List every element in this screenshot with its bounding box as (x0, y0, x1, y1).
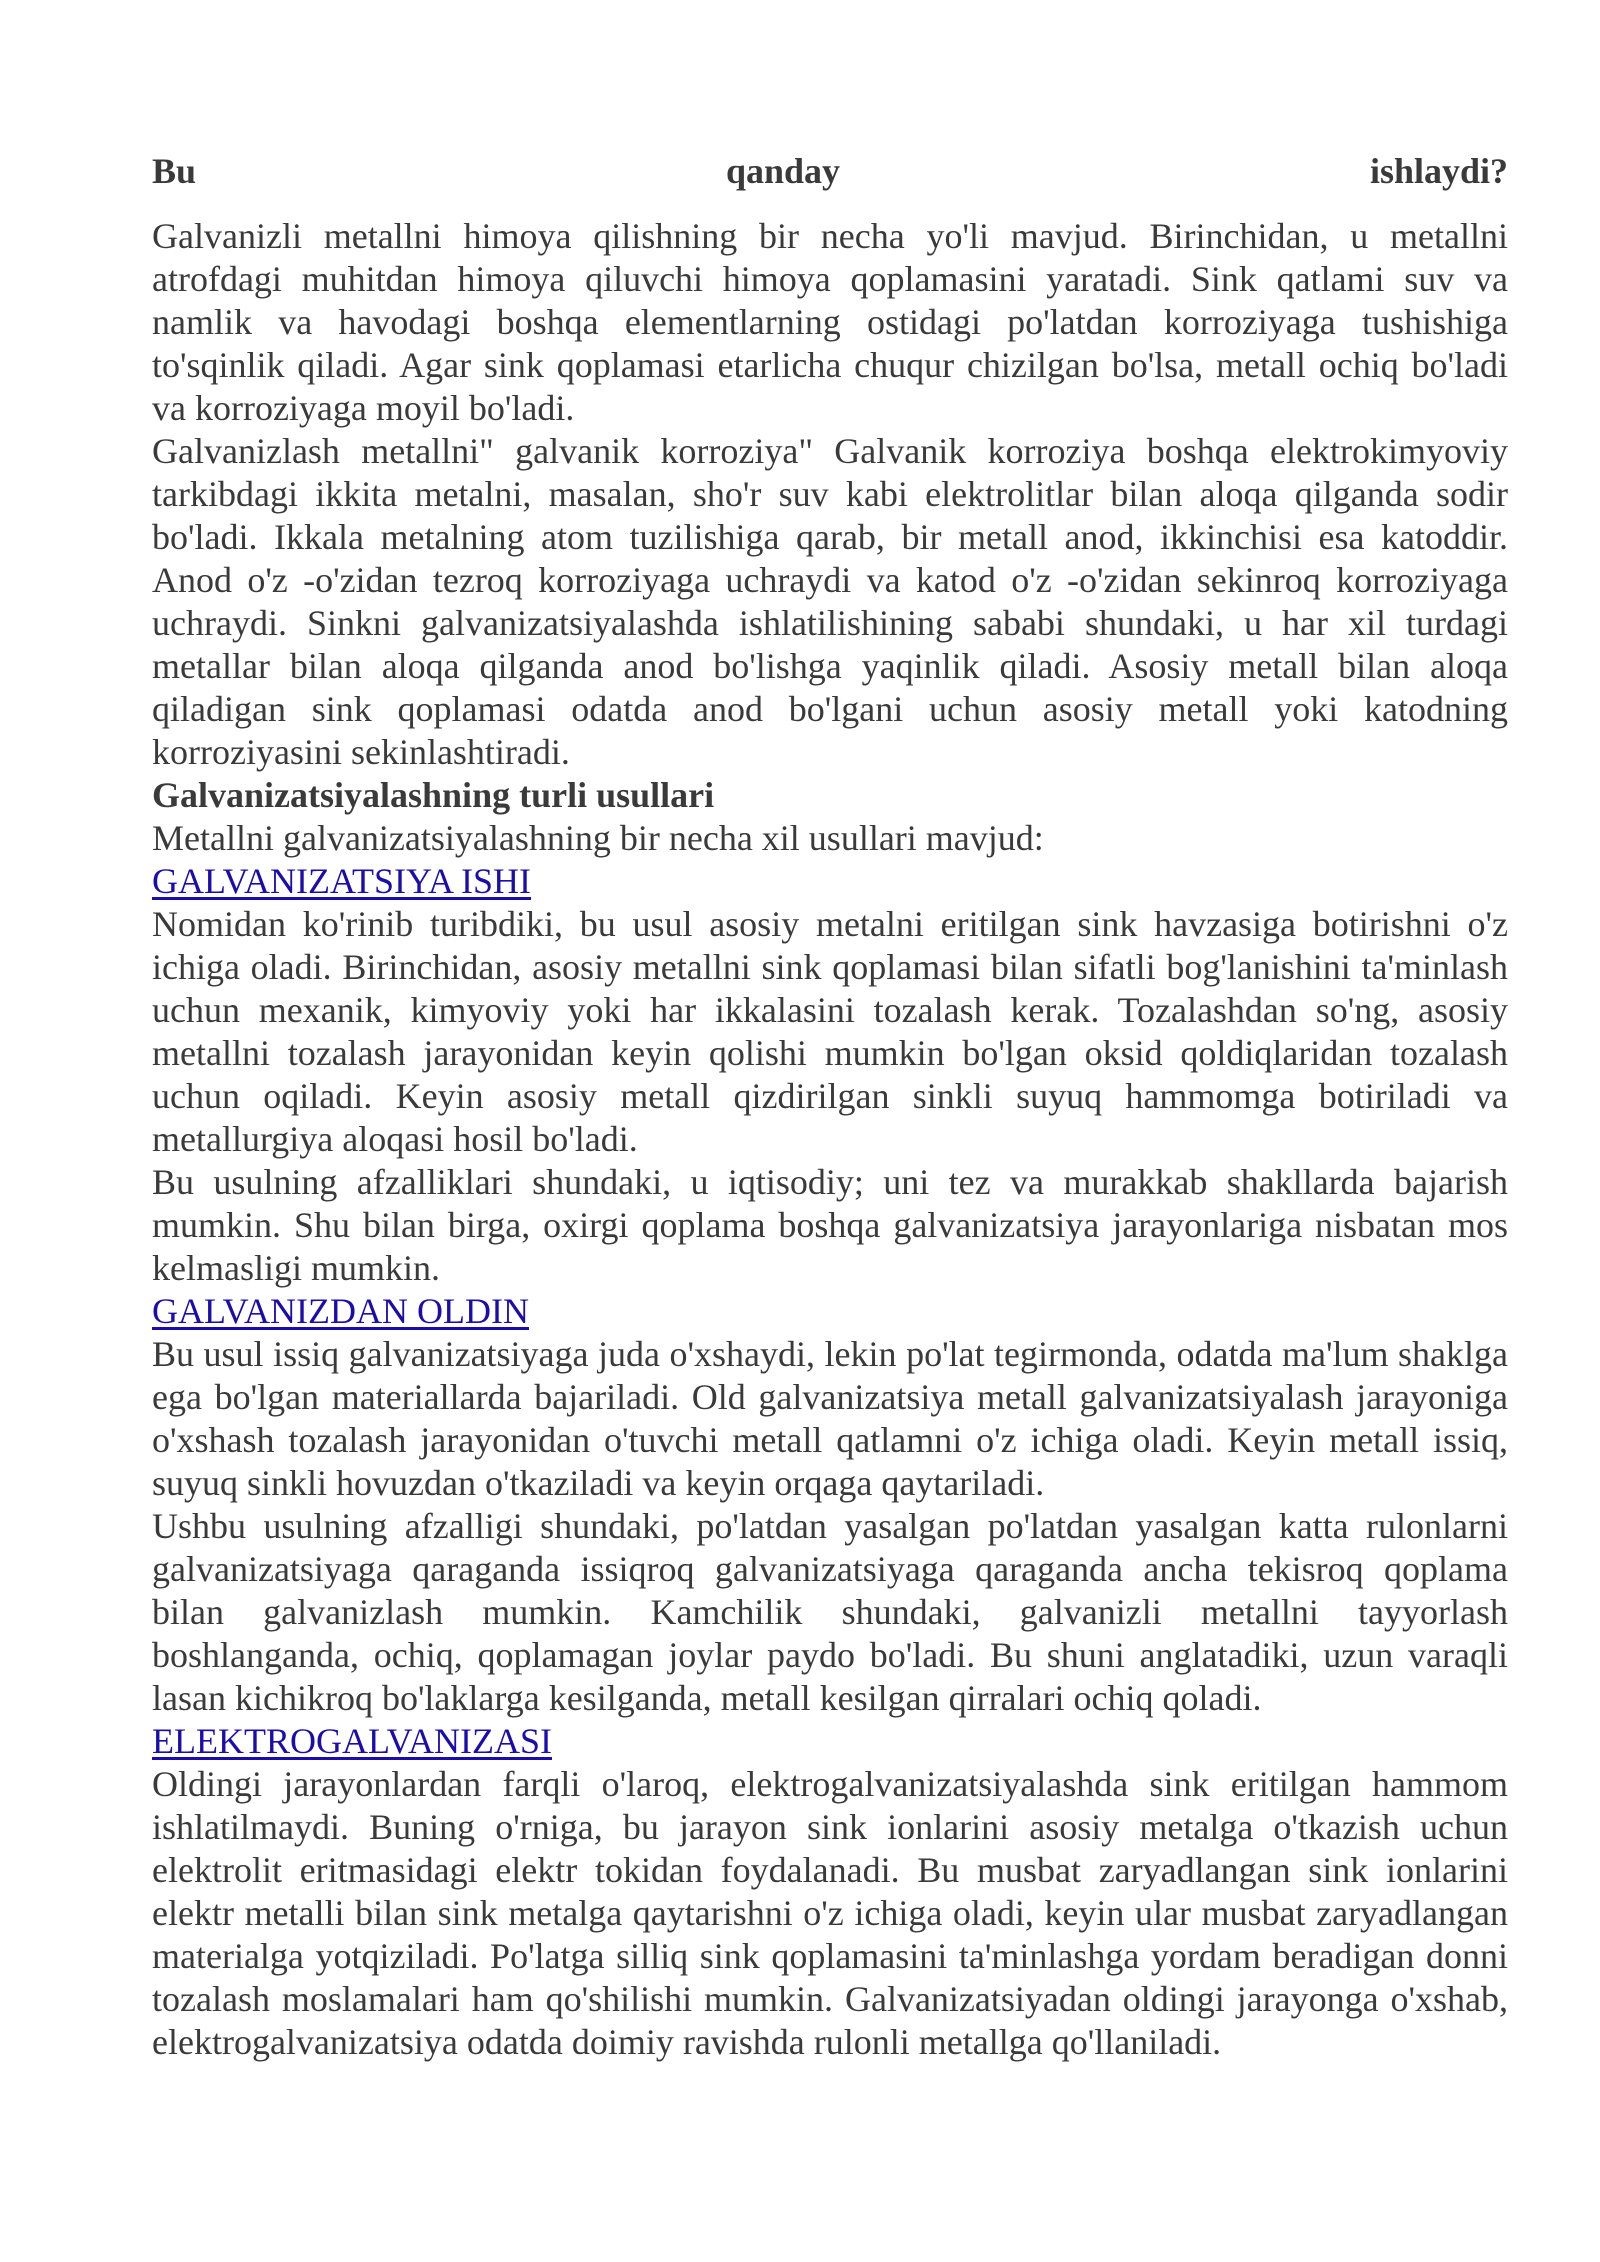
title-word-1: Bu (152, 151, 197, 191)
hot-dip-galvanizing-link[interactable]: GALVANIZATSIYA ISHI (152, 861, 532, 901)
electrogalvanizing-paragraph: Oldingi jarayonlardan farqli o'laroq, elektrogalvanizatsiyalashda sink eritilgan hammom ishlatilmaydi. Buning o'rniga, bu jarayon sink ionlarini asosiy metalga o'tkazish uchun elektrolit eritmasidagi elektr tokidan foydalanadi. Bu musbat zaryadlangan sink ionlarini elektr metalli bilan sink metalga qaytarishni o'z ichiga oladi, keyin ular musbat zaryadlangan materialga yotqiziladi. Po'latga silliq sink qoplamasini ta'minlashga yordam beradigan donni tozalash moslamalari ham qo'shilishi mumkin. Galvanizatsiyadan oldingi jarayonga o'xshab, elektrogalvanizatsiya odatda doimiy ravishda rulonli metallga qo'llaniladi. (152, 1764, 1508, 2062)
pre-galvanizing-paragraph-1: Bu usul issiq galvanizatsiyaga juda o'xshaydi, lekin po'lat tegirmonda, odatda ma'lum shaklga ega bo'lgan materiallarda bajariladi. Old galvanizatsiya metall galvanizatsiyalash jarayoniga o'xshash tozalash jarayonidan o'tuvchi metall qatlamni o'z ichiga oladi. Keyin metall issiq, suyuq sinkli hovuzdan o'tkaziladi va keyin orqaga qaytariladi. (152, 1334, 1508, 1503)
page-title (152, 150, 1508, 193)
methods-heading: Galvanizatsiyalashning turli usullari (152, 775, 715, 815)
hot-dip-paragraph-2: Bu usulning afzalliklari shundaki, u iqtisodiy; uni tez va murakkab shakllarda bajarish mumkin. Shu bilan birga, oxirgi qoplama boshqa galvanizatsiya jarayonlariga nisbatan mos kelmasligi mumkin. (152, 1162, 1508, 1288)
intro-paragraph-1: Galvanizli metallni himoya qilishning bir necha yo'li mavjud. Birinchidan, u metallni atrofdagi muhitdan himoya qiluvchi himoya qoplamasini yaratadi. Sink qatlami suv va namlik va havodagi boshqa elementlarning ostidagi po'latdan korroziyaga tushishiga to'sqinlik qiladi. Agar sink qoplamasi etarlicha chuqur chizilgan bo'lsa, metall ochiq bo'ladi va korroziyaga moyil bo'ladi. (152, 216, 1508, 428)
title-word-3: ishlaydi? (1369, 151, 1508, 191)
pre-galvanizing-link[interactable]: GALVANIZDAN OLDIN (152, 1291, 529, 1331)
hot-dip-paragraph-1: Nomidan ko'rinib turibdiki, bu usul asosiy metalni eritilgan sink havzasiga botirishni o'z ichiga oladi. Birinchidan, asosiy metallni sink qoplamasi bilan sifatli bog'lanishini ta'minlash uchun mexanik, kimyoviy yoki har ikkalasini tozalash kerak. Tozalashdan so'ng, asosiy metallni tozalash jarayonidan keyin qolishi mumkin bo'lgan oksid qoldiqlaridan tozalash uchun oqiladi. Keyin asosiy metall qizdirilgan sinkli suyuq hammomga botiriladi va metallurgiya aloqasi hosil bo'ladi. (152, 904, 1508, 1159)
electrogalvanizing-link[interactable]: ELEKTROGALVANIZASI (152, 1721, 552, 1761)
intro-paragraph-2: Galvanizlash metallni" galvanik korroziya" Galvanik korroziya boshqa elektrokimyoviy tarkibdagi ikkita metalni, masalan, sho'r suv kabi elektrolitlar bilan aloqa qilganda sodir bo'ladi. Ikkala metalning atom tuzilishiga qarab, bir metall anod, ikkinchisi esa katoddir. Anod o'z -o'zidan tezroq korroziyaga uchraydi va katod o'z -o'zidan sekinroq korroziyaga uchraydi. Sinkni galvanizatsiyalashda ishlatilishining sababi shundaki, u har xil turdagi metallar bilan aloqa qilganda anod bo'lishga yaqinlik qiladi. Asosiy metall bilan aloqa qiladigan sink qoplamasi odatda anod bo'lgani uchun asosiy metall yoki katodning korroziyasini sekinlashtiradi. (152, 431, 1508, 772)
methods-lead: Metallni galvanizatsiyalashning bir necha xil usullari mavjud: (152, 818, 1044, 858)
title-word-2: qanday (725, 151, 841, 191)
document-page (152, 150, 1508, 2064)
pre-galvanizing-paragraph-2: Ushbu usulning afzalligi shundaki, po'latdan yasalgan po'latdan yasalgan katta rulonlarni galvanizatsiyaga qaraganda issiqroq galvanizatsiyaga qaraganda ancha tekisroq qoplama bilan galvanizlash mumkin. Kamchilik shundaki, galvanizli metallni tayyorlash boshlanganda, ochiq, qoplamagan joylar paydo bo'ladi. Bu shuni anglatadiki, uzun varaqli lasan kichikroq bo'laklarga kesilganda, metall kesilgan qirralari ochiq qoladi. (152, 1506, 1508, 1718)
